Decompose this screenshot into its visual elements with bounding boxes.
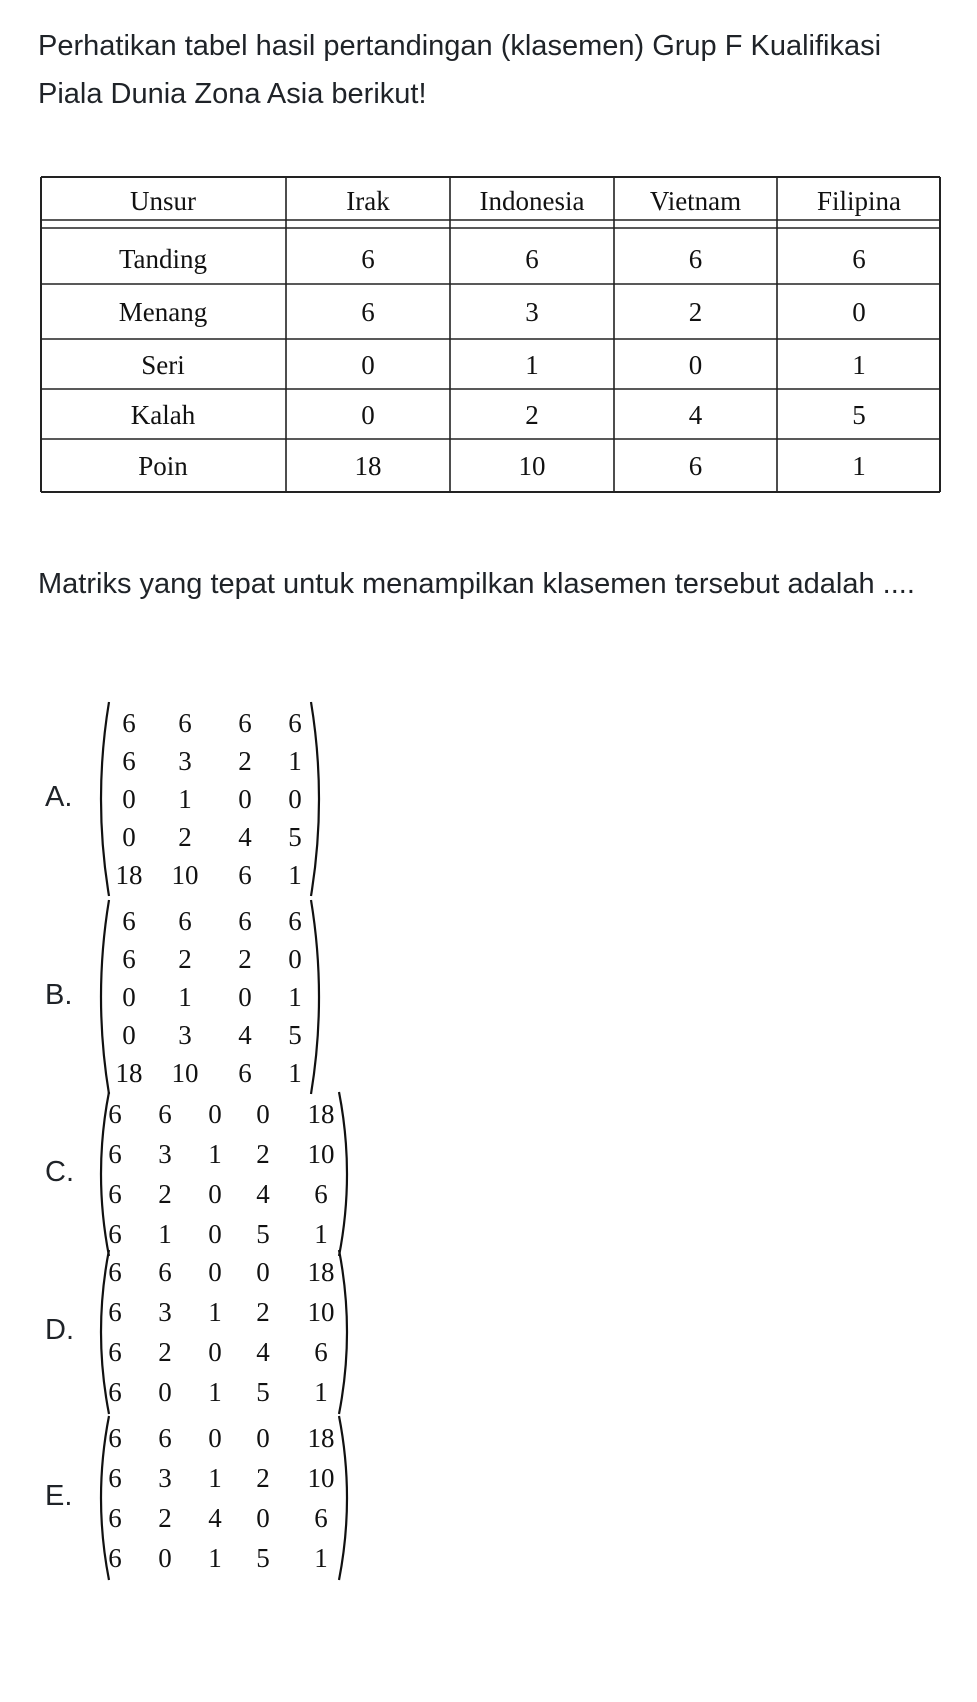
matrix-entry: 5: [288, 822, 302, 852]
matrix-entry: 6: [238, 1058, 252, 1088]
table-cell: 18: [354, 451, 382, 481]
table-cell: 6: [688, 244, 703, 274]
matrix-entry: 1: [178, 784, 192, 814]
table-cell: 0: [688, 350, 703, 380]
matrix-entry: 1: [288, 1058, 302, 1088]
table-cell: Menang: [118, 297, 208, 327]
left-parenthesis: [101, 702, 109, 896]
table-cell: 1: [852, 451, 866, 481]
matrix-entry: 6: [108, 1503, 122, 1533]
matrix-entry: 5: [256, 1543, 270, 1573]
option-matrix: [95, 1090, 359, 1258]
matrix-entry: 6: [108, 1099, 122, 1129]
matrix-entry: 6: [122, 746, 136, 776]
matrix-entry: 6: [108, 1463, 122, 1493]
matrix-entry: 0: [208, 1099, 222, 1129]
matrix-entry: 3: [158, 1139, 172, 1169]
table-cell: 10: [518, 451, 546, 481]
matrix-entry: 6: [314, 1503, 328, 1533]
matrix-entry: 0: [122, 1020, 136, 1050]
left-parenthesis: [101, 900, 109, 1094]
matrix-entry: 2: [238, 944, 252, 974]
matrix-entry: 2: [256, 1139, 270, 1169]
matrix-entry: 6: [108, 1543, 122, 1573]
option-matrix: [95, 700, 331, 898]
answer-option[interactable]: [0, 898, 977, 1096]
matrix-entry: 6: [238, 860, 252, 890]
matrix-entry: 4: [256, 1179, 270, 1209]
matrix-entry: 0: [208, 1179, 222, 1209]
matrix-entry: 0: [208, 1257, 222, 1287]
matrix-entry: 0: [256, 1423, 270, 1453]
matrix-entry: 1: [208, 1139, 222, 1169]
table-header-cell: Unsur: [130, 186, 196, 216]
matrix-entry: 0: [256, 1099, 270, 1129]
table-header-cell: Filipina: [816, 186, 902, 216]
option-letter: C.: [45, 1156, 74, 1188]
right-parenthesis: [339, 1416, 347, 1580]
matrix-entry: 18: [115, 860, 143, 890]
table-cell: 1: [525, 350, 539, 380]
matrix-entry: 6: [108, 1337, 122, 1367]
table-cell: Poin: [138, 451, 188, 481]
table-cell: 3: [525, 297, 539, 327]
option-letter: B.: [45, 979, 73, 1011]
table-cell: 0: [361, 400, 375, 430]
matrix-entry: 6: [158, 1257, 172, 1287]
right-parenthesis: [311, 702, 319, 896]
matrix-entry: 2: [238, 746, 252, 776]
matrix-entry: 0: [158, 1543, 172, 1573]
matrix-entry: 6: [108, 1297, 122, 1327]
matrix-entry: 10: [171, 860, 199, 890]
matrix-entry: 10: [307, 1297, 335, 1327]
matrix-entry: 6: [108, 1377, 122, 1407]
matrix-entry: 1: [314, 1219, 328, 1249]
matrix-entry: 10: [307, 1463, 335, 1493]
question-text: Matriks yang tepat untuk menampilkan klasemen tersebut adalah ....: [38, 568, 915, 600]
matrix-entry: 6: [108, 1219, 122, 1249]
matrix-entry: 6: [314, 1179, 328, 1209]
matrix-entry: 2: [178, 822, 192, 852]
matrix-entry: 0: [208, 1219, 222, 1249]
option-letter: A.: [45, 781, 73, 813]
matrix-entry: 10: [171, 1058, 199, 1088]
table-header-cell: Vietnam: [649, 186, 742, 216]
matrix-entry: 0: [122, 822, 136, 852]
matrix-entry: 6: [122, 906, 136, 936]
right-parenthesis: [339, 1250, 347, 1414]
option-matrix: [95, 898, 331, 1096]
table-cell: 2: [525, 400, 539, 430]
matrix-entry: 3: [158, 1463, 172, 1493]
matrix-entry: 1: [208, 1543, 222, 1573]
matrix-entry: 0: [288, 784, 302, 814]
matrix-entry: 10: [307, 1139, 335, 1169]
option-matrix: [95, 1248, 359, 1416]
matrix-entry: 0: [256, 1257, 270, 1287]
matrix-entry: 0: [208, 1337, 222, 1367]
intro-text: Perhatikan tabel hasil pertandingan (klasemen) Grup F Kualifikasi Piala Dunia Zona Asia berikut!: [38, 30, 882, 110]
matrix-entry: 1: [208, 1297, 222, 1327]
table-cell: 0: [361, 350, 375, 380]
matrix-entry: 1: [208, 1377, 222, 1407]
matrix-entry: 0: [288, 944, 302, 974]
answer-option[interactable]: [0, 1248, 977, 1416]
matrix-entry: 6: [122, 708, 136, 738]
matrix-entry: 6: [178, 906, 192, 936]
matrix-entry: 5: [256, 1377, 270, 1407]
matrix-entry: 3: [178, 746, 192, 776]
matrix-entry: 0: [256, 1503, 270, 1533]
matrix-entry: 1: [288, 746, 302, 776]
matrix-entry: 6: [158, 1099, 172, 1129]
table-cell: 6: [361, 297, 375, 327]
answer-option[interactable]: [0, 1414, 977, 1582]
table-cell: 6: [361, 244, 375, 274]
matrix-entry: 0: [158, 1377, 172, 1407]
matrix-entry: 6: [238, 708, 252, 738]
option-letter: E.: [45, 1480, 73, 1512]
matrix-entry: 6: [108, 1179, 122, 1209]
matrix-entry: 2: [256, 1297, 270, 1327]
matrix-entry: 1: [314, 1543, 328, 1573]
right-parenthesis: [311, 900, 319, 1094]
matrix-entry: 6: [108, 1257, 122, 1287]
matrix-entry: 2: [178, 944, 192, 974]
table-cell: Kalah: [130, 400, 196, 430]
matrix-entry: 6: [288, 708, 302, 738]
matrix-entry: 3: [178, 1020, 192, 1050]
table-cell: Seri: [141, 350, 185, 380]
matrix-entry: 6: [314, 1337, 328, 1367]
matrix-entry: 4: [238, 1020, 252, 1050]
matrix-entry: 1: [288, 982, 302, 1012]
matrix-entry: 6: [238, 906, 252, 936]
matrix-entry: 1: [158, 1219, 172, 1249]
table-cell: Tanding: [118, 244, 208, 274]
matrix-entry: 2: [256, 1463, 270, 1493]
matrix-entry: 6: [108, 1139, 122, 1169]
answer-option[interactable]: [0, 1090, 977, 1258]
option-letter: D.: [45, 1314, 74, 1346]
matrix-entry: 1: [288, 860, 302, 890]
matrix-entry: 6: [122, 944, 136, 974]
table-header-cell: Indonesia: [479, 186, 585, 216]
table-cell: 1: [852, 350, 866, 380]
table-cell: 2: [688, 297, 703, 327]
matrix-entry: 2: [158, 1179, 172, 1209]
matrix-entry: 1: [178, 982, 192, 1012]
standings-table: [40, 176, 941, 493]
matrix-entry: 18: [115, 1058, 143, 1088]
matrix-entry: 1: [314, 1377, 328, 1407]
matrix-entry: 3: [158, 1297, 172, 1327]
matrix-entry: 18: [307, 1257, 335, 1287]
matrix-entry: 2: [158, 1337, 172, 1367]
matrix-entry: 5: [256, 1219, 270, 1249]
matrix-entry: 18: [307, 1099, 335, 1129]
matrix-entry: 1: [208, 1463, 222, 1493]
table-cell: 6: [688, 451, 703, 481]
matrix-entry: 2: [158, 1503, 172, 1533]
matrix-entry: 0: [238, 982, 252, 1012]
right-parenthesis: [339, 1092, 347, 1256]
matrix-entry: 5: [288, 1020, 302, 1050]
table-cell: 6: [852, 244, 866, 274]
matrix-entry: 6: [108, 1423, 122, 1453]
answer-option[interactable]: [0, 700, 977, 898]
matrix-entry: 0: [238, 784, 252, 814]
matrix-entry: 4: [256, 1337, 270, 1367]
matrix-entry: 4: [238, 822, 252, 852]
option-matrix: [95, 1414, 359, 1582]
matrix-entry: 4: [208, 1503, 222, 1533]
table-header-cell: Irak: [346, 186, 390, 216]
table-cell: 5: [852, 400, 866, 430]
matrix-entry: 0: [122, 982, 136, 1012]
matrix-entry: 6: [288, 906, 302, 936]
matrix-entry: 6: [178, 708, 192, 738]
table-cell: 0: [852, 297, 866, 327]
table-cell: 6: [525, 244, 539, 274]
matrix-entry: 0: [122, 784, 136, 814]
table-cell: 4: [688, 400, 703, 430]
matrix-entry: 0: [208, 1423, 222, 1453]
matrix-entry: 18: [307, 1423, 335, 1453]
matrix-entry: 6: [158, 1423, 172, 1453]
